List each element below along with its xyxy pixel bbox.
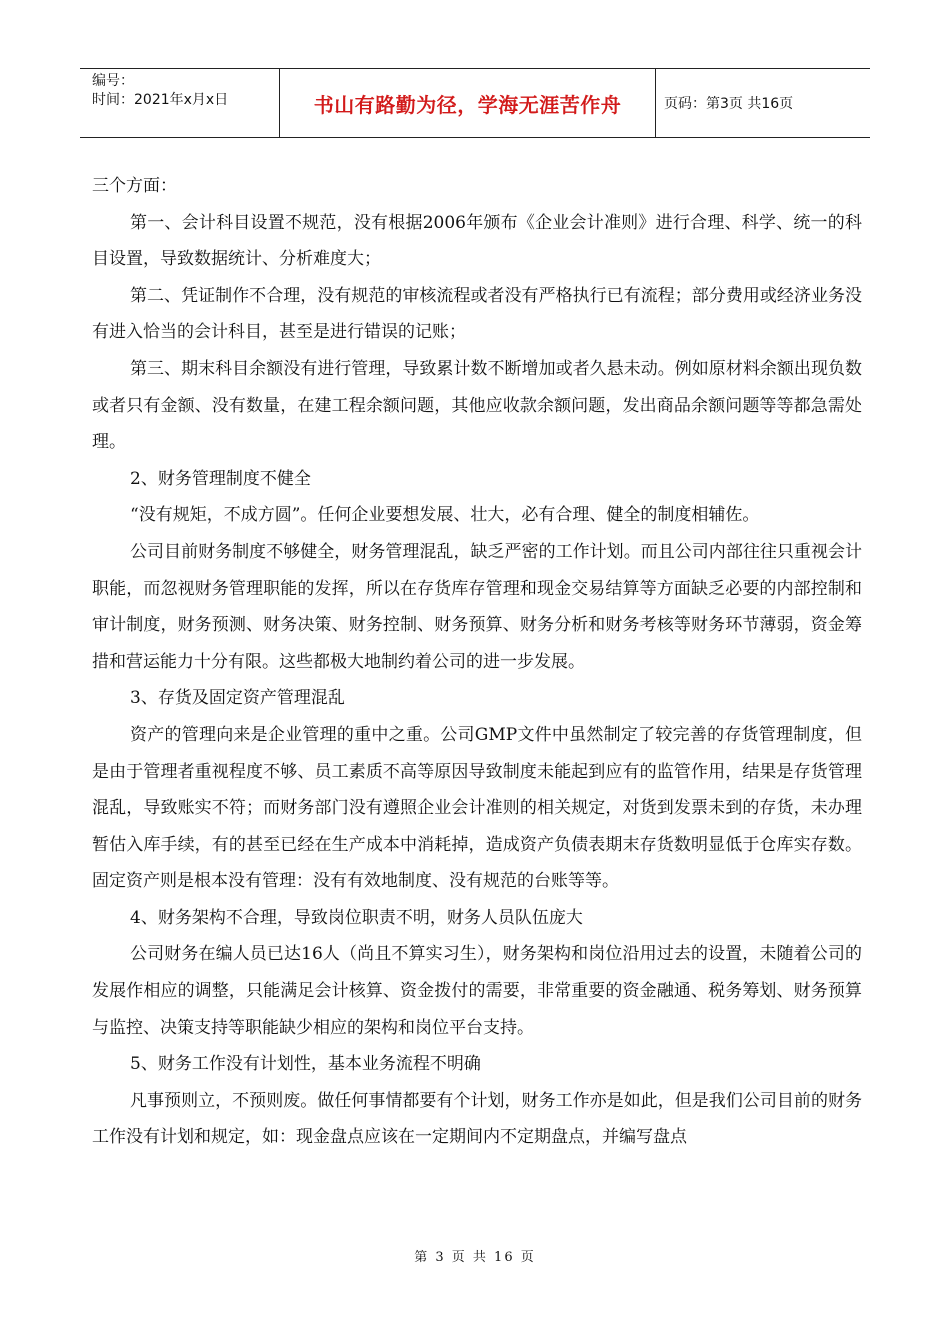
document-number-label: 编号： xyxy=(92,73,134,89)
paragraph: 公司目前财务制度不够健全，财务管理混乱，缺乏严密的工作计划。而且公司内部往往只重视会计职能，而忽视财务管理职能的发挥，所以在存货库存管理和现金交易结算等方面缺乏必要的内部控制和审计制度，财务预测、财务决策、财务控制、财务预算、财务分析和财务考核等财务环节薄弱，资金筹措和营运能力十分有限。这些都极大地制约着公司的进一步发展。 xyxy=(92,541,862,672)
page-footer: 第 3 页 共 16 页 xyxy=(414,1250,536,1265)
paragraph: 第二、凭证制作不合理，没有规范的审核流程或者没有严格执行已有流程；部分费用或经济业务没有进入恰当的会计科目，甚至是进行错误的记账； xyxy=(92,285,862,343)
header-meta-cell xyxy=(80,69,280,137)
paragraph-intro: 三个方面： xyxy=(92,176,177,196)
section-heading: 2、财务管理制度不健全 xyxy=(130,468,311,489)
document-date-label: 时间：2021年x月x日 xyxy=(92,92,229,108)
section-heading: 5、财务工作没有计划性，基本业务流程不明确 xyxy=(130,1054,481,1075)
header-motto: 书山有路勤为径，学海无涯苦作舟 xyxy=(280,69,656,137)
paragraph: 第三、期末科目余额没有进行管理，导致累计数不断增加或者久悬未动。例如原材料余额出现负数或者只有金额、没有数量，在建工程余额问题，其他应收款余额问题，发出商品余额问题等等都急需处理。 xyxy=(92,358,862,453)
paragraph: 凡事预则立，不预则废。做任何事情都要有个计划，财务工作亦是如此，但是我们公司目前的财务工作没有计划和规定，如：现金盘点应该在一定期间内不定期盘点，并编写盘点 xyxy=(92,1090,862,1148)
section-heading: 3、存货及固定资产管理混乱 xyxy=(130,688,345,709)
paragraph: “没有规矩，不成方圆”。任何企业要想发展、壮大，必有合理、健全的制度相辅佐。 xyxy=(130,505,760,526)
header-table xyxy=(80,68,870,138)
paragraph: 资产的管理向来是企业管理的重中之重。公司GMP文件中虽然制定了较完善的存货管理制度，但是由于管理者重视程度不够、员工素质不高等原因导致制度未能起到应有的监管作用，结果是存货管理混乱，导致账实不符；而财务部门没有遵照企业会计准则的相关规定，对货到发票未到的存货，未办理暂估入库手续，有的甚至已经在生产成本中消耗掉，造成资产负债表期末存货数明显低于仓库实存数。固定资产则是根本没有管理：没有有效地制度、没有规范的台账等等。 xyxy=(92,724,862,892)
header-page-number: 页码：第3页 共16页 xyxy=(664,96,794,112)
section-heading: 4、财务架构不合理，导致岗位职责不明，财务人员队伍庞大 xyxy=(130,907,583,928)
paragraph: 第一、会计科目设置不规范，没有根据2006年颁布《企业会计准则》进行合理、科学、统一的科目设置，导致数据统计、分析难度大； xyxy=(92,212,862,270)
paragraph: 公司财务在编人员已达16人（尚且不算实习生），财务架构和岗位沿用过去的设置，未随着公司的发展作相应的调整，只能满足会计核算、资金拨付的需要，非常重要的资金融通、税务筹划、财务预算与监控、决策支持等职能缺少相应的架构和岗位平台支持。 xyxy=(92,944,862,1038)
document-body xyxy=(92,168,862,1156)
